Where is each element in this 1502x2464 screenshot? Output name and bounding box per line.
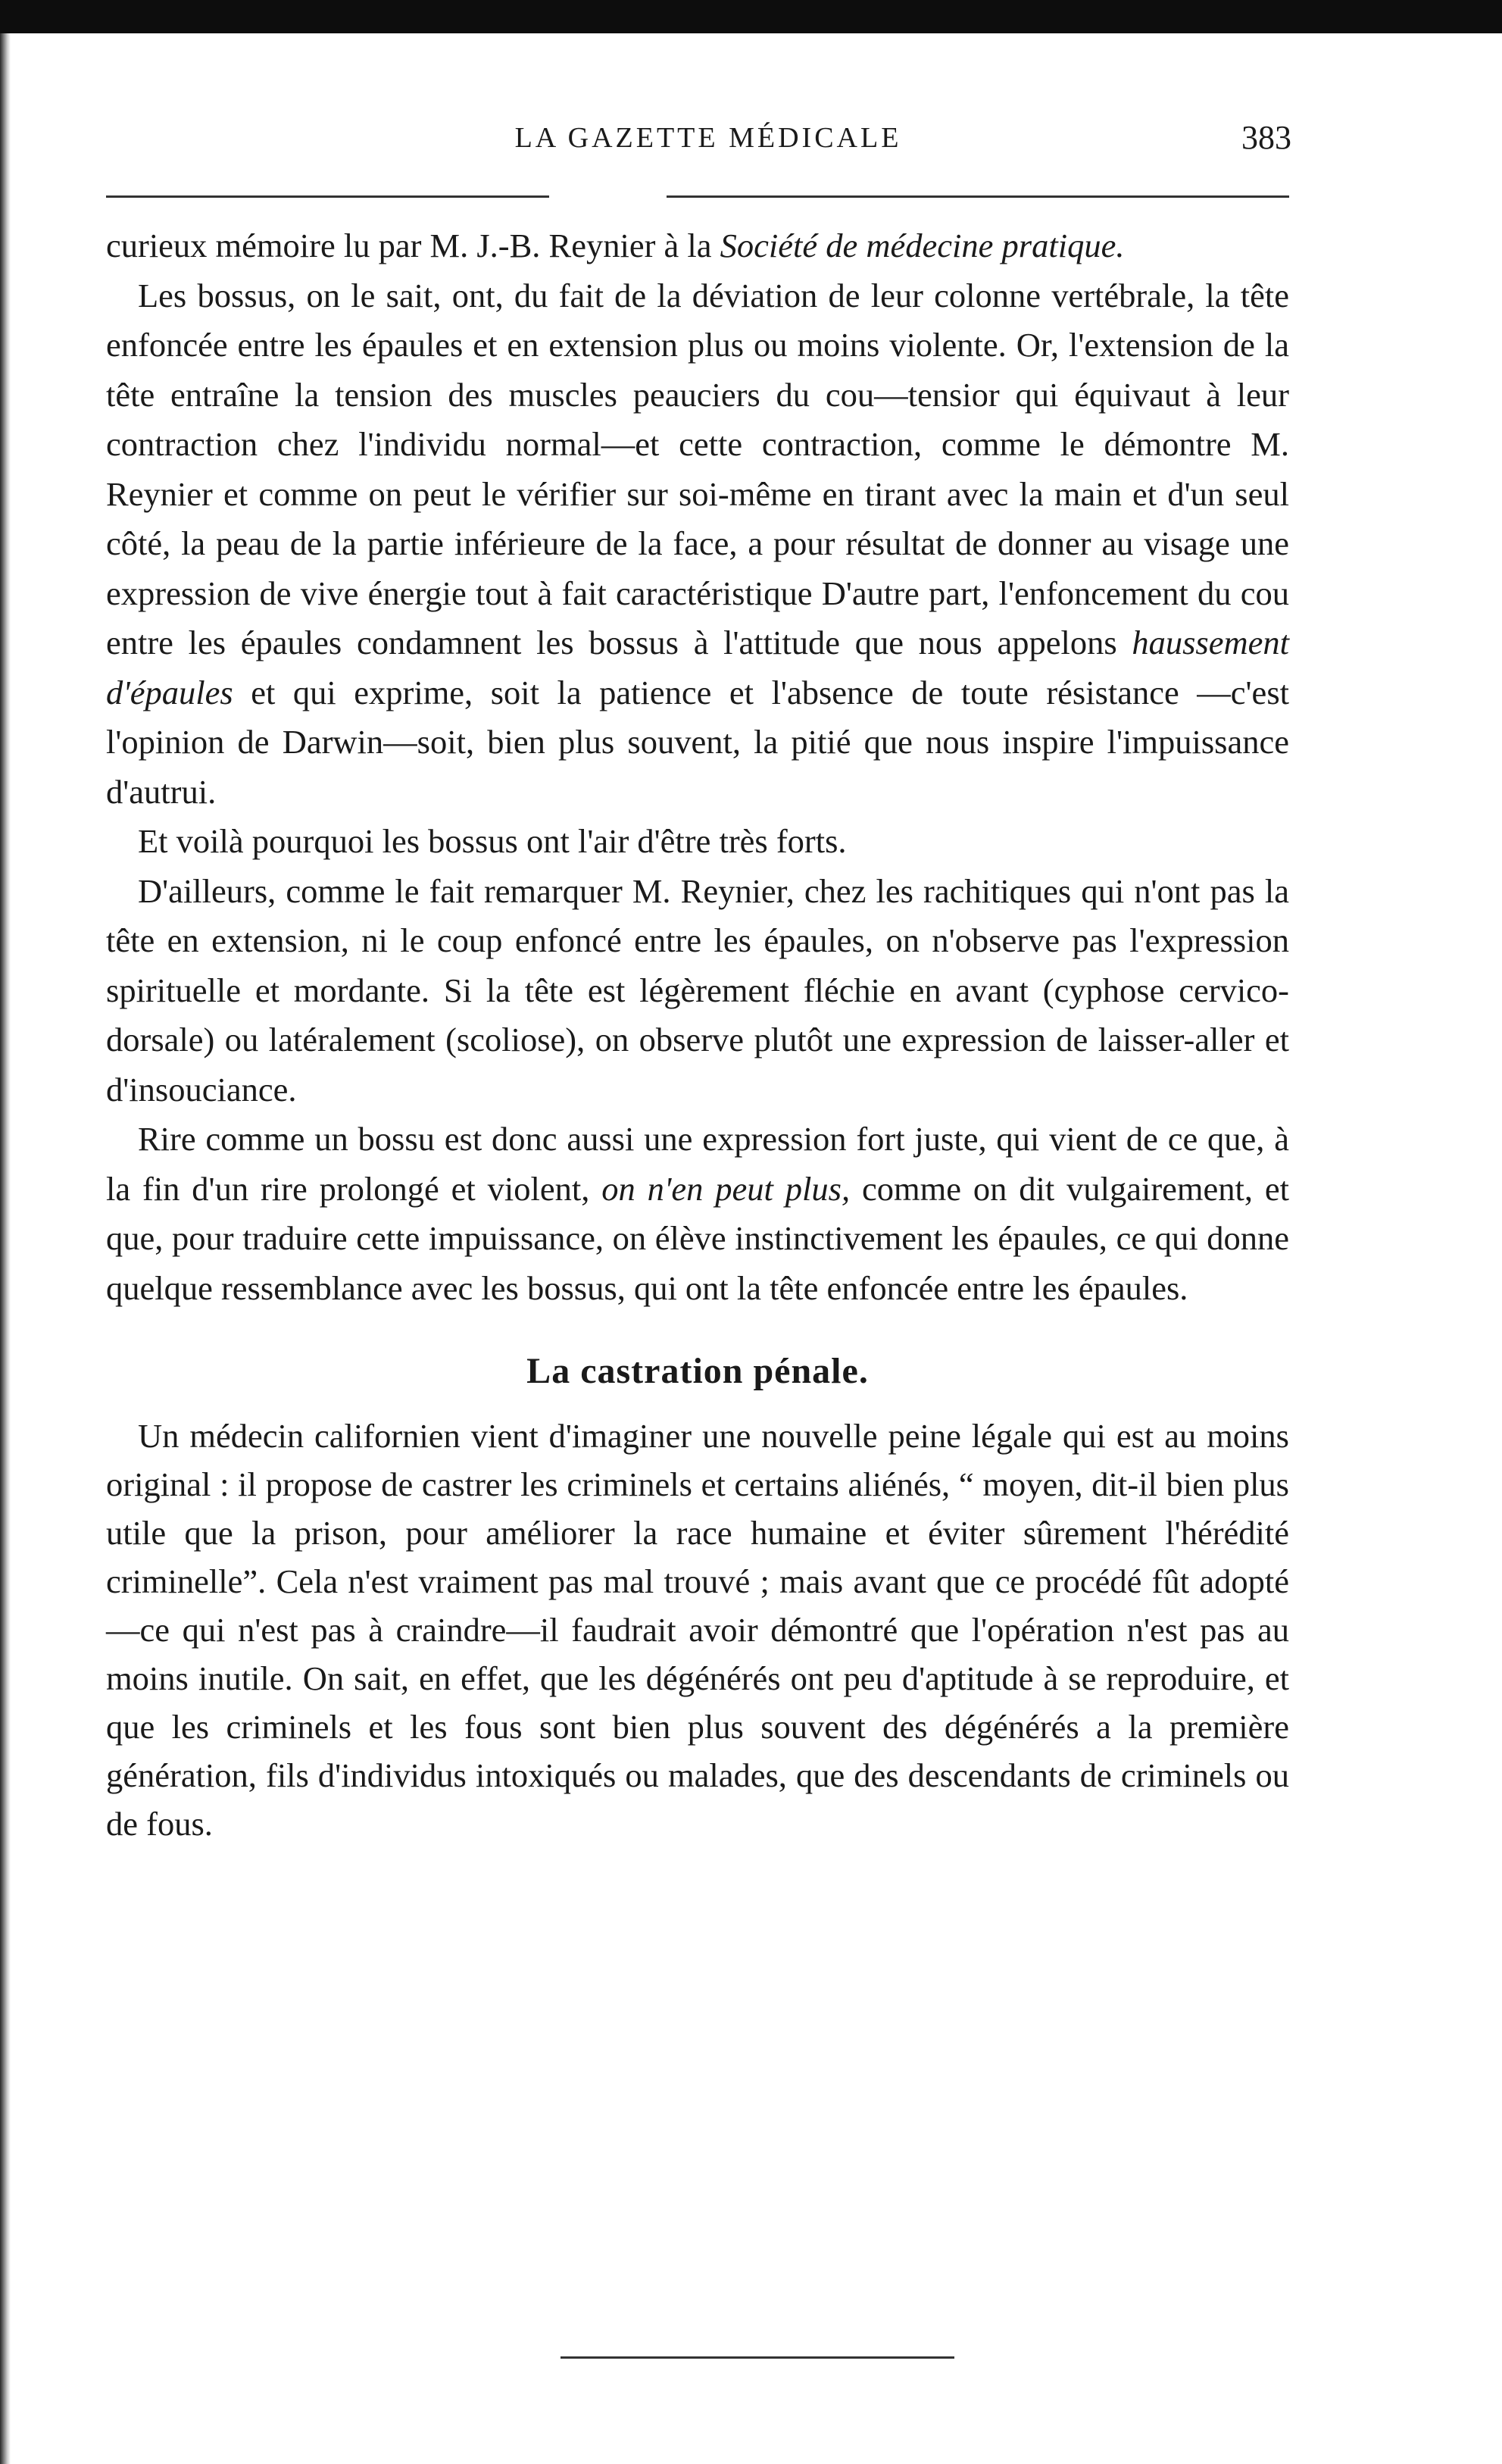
header-rule-left [106, 195, 549, 198]
section-title: La castration pénale. [526, 1351, 869, 1391]
running-title: LA GAZETTE MÉDICALE [514, 122, 902, 154]
paragraph-text: et qui exprime, soit la patience et l'absence de toute résistance —c'est l'opinion de Darwin—soit, bien plus souvent, la pitié que nous inspire l'impuissance d'autrui. [106, 673, 1289, 811]
end-rule [561, 2356, 954, 2359]
italic-text: Société de médecine pratique. [720, 227, 1125, 264]
paragraph-text: comme on dit vulgairement, et que, pour traduire cette impuissance, on élève instinctivement les épaules, ce qui donne quelque ressemblance avec les bossus, qui ont la tête enfoncée entre les épaules. [106, 1169, 1289, 1307]
header-rule-right [667, 195, 1289, 198]
page-header [110, 121, 1307, 167]
italic-text: haussement d'épaules [106, 624, 1289, 711]
italic-text: on n'en peut plus, [601, 1169, 851, 1208]
paragraph [106, 221, 1289, 271]
paragraph [106, 1115, 1289, 1313]
scan-border-left [0, 33, 11, 2464]
paragraph: D'ailleurs, comme le fait remarquer M. Reynier, chez les rachitiques qui n'ont pas la tête en extension, ni le coup enfoncé entre les épaules, on n'observe pas l'expression spirituelle et mordante. Si la tête est légèrement fléchie en avant (cyphose cervico-dorsale) ou latéralement (scoliose), on observe plutôt une expression de laisser-aller et d'insouciance. [106, 871, 1289, 1108]
paragraph [106, 271, 1289, 818]
article-body [106, 221, 1289, 1848]
paragraph-text: curieux mémoire lu par M. J.-B. Reynier à la [106, 227, 720, 264]
paragraph-text: Rire comme un bossu est donc aussi une expression fort juste, qui vient de ce que, à la fin d'un rire prolongé et violent, [106, 1120, 1289, 1208]
scan-border-top [0, 0, 1502, 33]
section-body [106, 1412, 1289, 1848]
paragraph: Un médecin californien vient d'imaginer une nouvelle peine légale qui est au moins original : il propose de castrer les criminels et certains aliénés, “ moyen, dit-il bien plus utile que la prison, pour améliorer la race humaine et éviter sûrement l'hérédité criminelle”. Cela n'est vraiment pas mal trouvé ; mais avant que ce procédé fût adopté—ce qui n'est pas à craindre—il faudrait avoir démontré que l'opération n'est pas au moins inutile. On sait, en effet, que les dégénérés ont peu d'aptitude à se reproduire, et que les criminels et les fous sont bien plus souvent des dégénérés a la première génération, fils d'individus intoxiqués ou malades, que des descendants de criminels ou de fous. [106, 1416, 1289, 1843]
paragraph: Et voilà pourquoi les bossus ont l'air d'être très forts. [138, 822, 847, 860]
page-number: 383 [1241, 119, 1291, 156]
paragraph-text: Les bossus, on le sait, ont, du fait de la déviation de leur colonne vertébrale, la tête enfoncée entre les épaules et en extension plus ou moins violente. Or, l'extension de la tête entraîne la tension des muscles peauciers du cou—tensior qui équivaut à leur contraction chez l'individu normal—et cette contraction, comme le démontre M. Reynier et comme on peut le vérifier sur soi-même en tirant avec la main et d'un seul côté, la peau de la partie inférieure de la face, a pour résultat de donner au visage une expression de vive énergie tout à fait caractéristique D'autre part, l'enfoncement du cou entre les épaules condamnent les bossus à l'attitude que nous appelons [106, 276, 1289, 661]
